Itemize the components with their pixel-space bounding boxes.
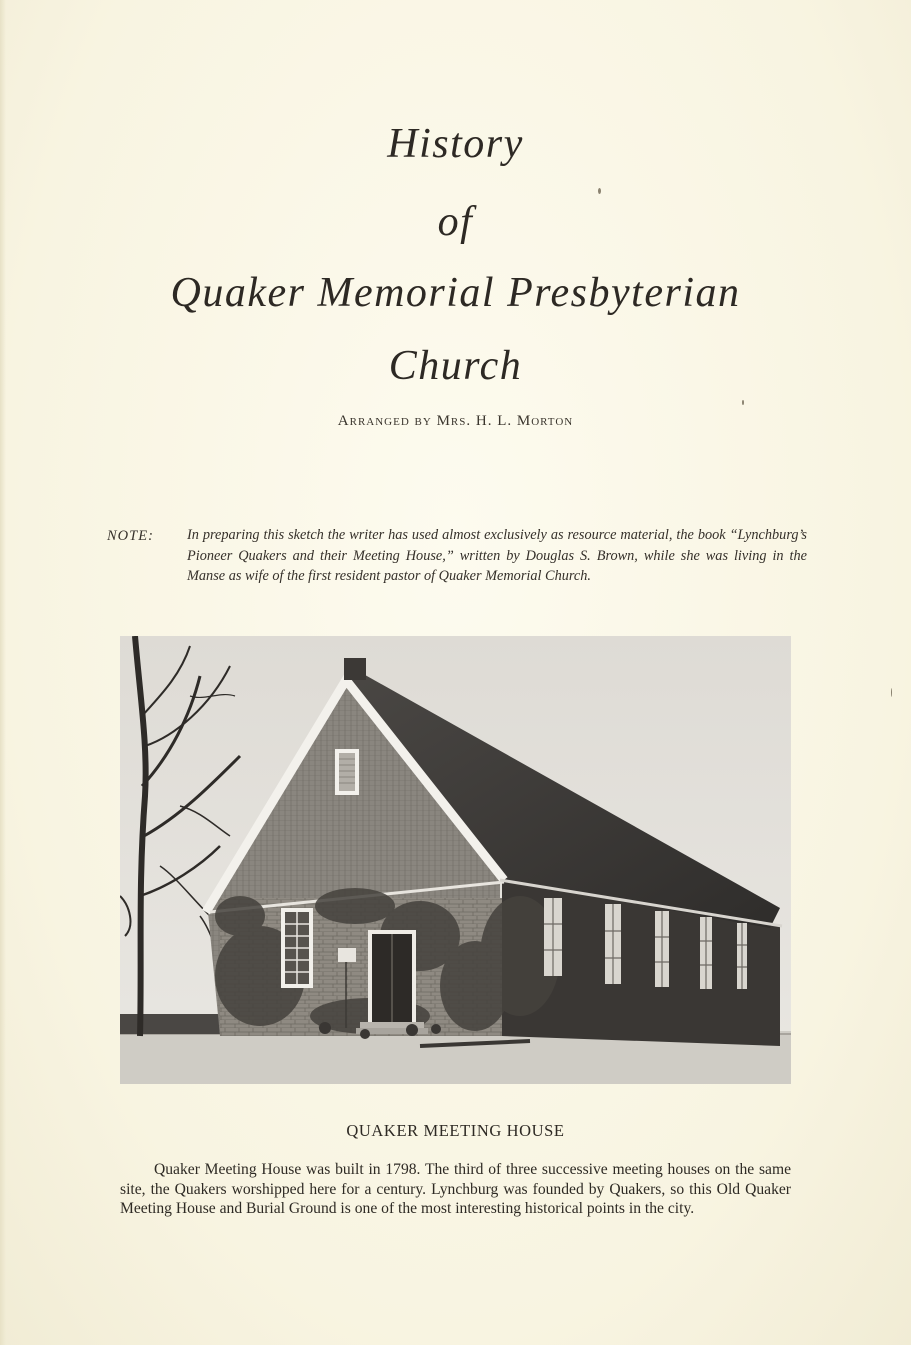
paper-speck — [742, 400, 744, 405]
chimney — [344, 658, 366, 680]
author-byline: Arranged by Mrs. H. L. Morton — [337, 413, 574, 429]
note-text: In preparing this sketch the writer has used almost exclusively as resource material, the book “Lynchburg’s Pioneer Quakers and their Meeting House,” written by Douglas S. Brown, while she was living in the Manse as wife of the first resident pastor of Quaker Memorial Church. — [187, 527, 807, 584]
paper-speck — [891, 688, 892, 697]
title-line-church: Church — [388, 343, 523, 389]
title-line-history: History — [387, 121, 524, 167]
photo-caption: QUAKER MEETING HOUSE — [346, 1121, 565, 1140]
hedge-left — [120, 1014, 230, 1034]
door-sign — [338, 948, 356, 962]
paper-speck — [598, 188, 601, 194]
meeting-house-photo — [120, 636, 791, 1084]
body-paragraph: Quaker Meeting House was built in 1798. The third of three successive meeting houses on the same site, the Quakers worshipped here for a century. Lynchburg was founded by Quakers, so this Old Quaker Meeting House and Burial Ground is one of the most interesting historical points in the city. — [120, 1161, 791, 1217]
title-line-of: of — [437, 199, 474, 245]
title-line-church-name: Quaker Memorial Presbyterian — [170, 270, 741, 316]
meeting-house-illustration — [120, 636, 791, 1084]
note-label: NOTE: — [107, 528, 154, 544]
